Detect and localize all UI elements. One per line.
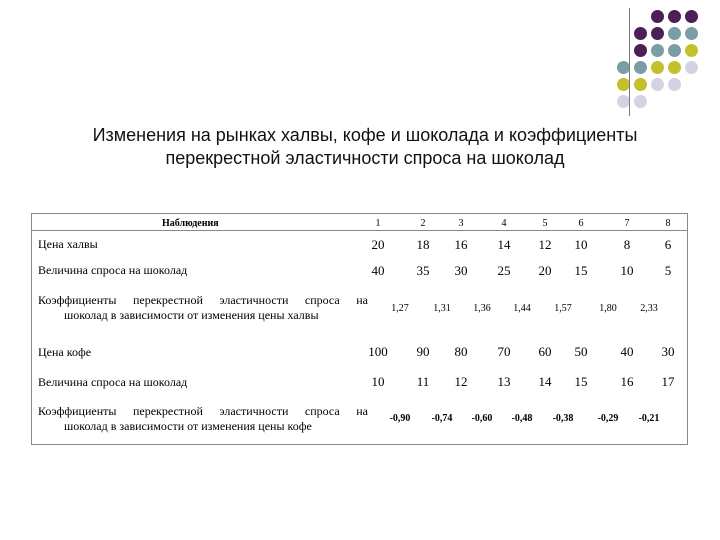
halva-price-value: 12: [538, 237, 552, 252]
slide-title: [20, 124, 710, 170]
coef-2-value: -0,90: [389, 413, 411, 424]
decorative-dot: [685, 27, 698, 40]
coef-1-value: 1,27: [391, 303, 409, 314]
coef-1-value: 1,80: [599, 303, 617, 314]
observation-number: 8: [665, 218, 671, 229]
coffee-price-value: 60: [538, 344, 552, 359]
decorative-dot: [651, 78, 664, 91]
demand-2-value: 14: [538, 374, 552, 389]
halva-price-value: 6: [664, 237, 672, 252]
decorative-dot: [668, 44, 681, 57]
decorative-vertical-line: [629, 8, 630, 116]
demand-1-value: 30: [454, 263, 468, 278]
coffee-price-value: 100: [368, 344, 388, 359]
coef-1-value: 1,57: [554, 303, 572, 314]
decorative-dot: [634, 78, 647, 91]
demand-label-2: Величина спроса на шоколад: [38, 375, 188, 389]
demand-1-value: 5: [664, 263, 672, 278]
observation-number: 1: [375, 218, 381, 229]
observation-number: 4: [501, 218, 507, 229]
demand-1-value: 35: [416, 263, 430, 278]
coef-1-value: 1,31: [433, 303, 451, 314]
coffee-price-value: 30: [661, 344, 675, 359]
coffee-price-value: 90: [416, 344, 430, 359]
decorative-dot: [651, 44, 664, 57]
observation-number: 7: [624, 218, 630, 229]
coef-2-value: -0,48: [511, 413, 533, 424]
demand-2-value: 13: [497, 374, 511, 389]
data-table: [31, 213, 688, 445]
halva-price-value: 10: [574, 237, 588, 252]
demand-label-1: Величина спроса на шоколад: [38, 263, 188, 277]
demand-1-value: 15: [574, 263, 588, 278]
title-line-1: Изменения на рынках халвы, кофе и шоколада и коэффициенты: [92, 125, 638, 145]
demand-1-value: 10: [620, 263, 634, 278]
header-label: Наблюдения: [162, 218, 219, 229]
coef-label-1a: Коэффициенты перекрестной эластичности спроса на: [38, 293, 368, 307]
coffee-price-value: 40: [620, 344, 634, 359]
demand-2-value: 12: [454, 374, 468, 389]
decorative-dot-grid: [600, 0, 720, 120]
decorative-dot: [634, 61, 647, 74]
halva-price-label: Цена халвы: [38, 237, 98, 251]
observation-number: 5: [542, 218, 548, 229]
halva-price-value: 20: [371, 237, 385, 252]
coffee-price-label: Цена кофе: [38, 345, 92, 359]
decorative-dot: [651, 61, 664, 74]
halva-price-value: 14: [497, 237, 511, 252]
coffee-price-value: 50: [574, 344, 588, 359]
observation-number: 3: [458, 218, 464, 229]
coef-label-1b: шоколад в зависимости от изменения цены халвы: [64, 308, 319, 322]
decorative-dot: [634, 44, 647, 57]
coffee-price-value: 80: [454, 344, 468, 359]
observation-number: 6: [578, 218, 584, 229]
coffee-price-value: 70: [497, 344, 511, 359]
title-line-2: перекрестной эластичности спроса на шоколад: [165, 148, 565, 168]
coef-1-value: 1,44: [513, 303, 531, 314]
decorative-dot: [668, 10, 681, 23]
demand-2-value: 16: [620, 374, 634, 389]
coef-label-2b: шоколад в зависимости от изменения цены кофе: [64, 419, 312, 433]
decorative-dot: [634, 95, 647, 108]
decorative-dot: [685, 10, 698, 23]
halva-price-value: 18: [416, 237, 430, 252]
demand-2-value: 15: [574, 374, 588, 389]
decorative-dot: [668, 78, 681, 91]
coef-1-value: 1,36: [473, 303, 491, 314]
decorative-dot: [685, 44, 698, 57]
decorative-dot: [668, 61, 681, 74]
halva-price-value: 8: [623, 237, 631, 252]
coef-1-value: 2,33: [640, 303, 658, 314]
coef-2-value: -0,29: [597, 413, 619, 424]
decorative-dot: [685, 61, 698, 74]
coef-2-value: -0,21: [638, 413, 660, 424]
halva-price-value: 16: [454, 237, 468, 252]
decorative-dot: [651, 27, 664, 40]
demand-1-value: 20: [538, 263, 552, 278]
demand-1-value: 40: [371, 263, 385, 278]
demand-2-value: 17: [661, 374, 675, 389]
coef-2-value: -0,74: [431, 413, 453, 424]
coef-label-2a: Коэффициенты перекрестной эластичности спроса на: [38, 404, 368, 418]
decorative-dot: [634, 27, 647, 40]
coef-2-value: -0,38: [552, 413, 574, 424]
decorative-dot: [668, 27, 681, 40]
demand-1-value: 25: [497, 263, 511, 278]
coef-2-value: -0,60: [471, 413, 493, 424]
observation-number: 2: [420, 218, 426, 229]
demand-2-value: 11: [416, 374, 430, 389]
demand-2-value: 10: [371, 374, 385, 389]
decorative-dot: [651, 10, 664, 23]
